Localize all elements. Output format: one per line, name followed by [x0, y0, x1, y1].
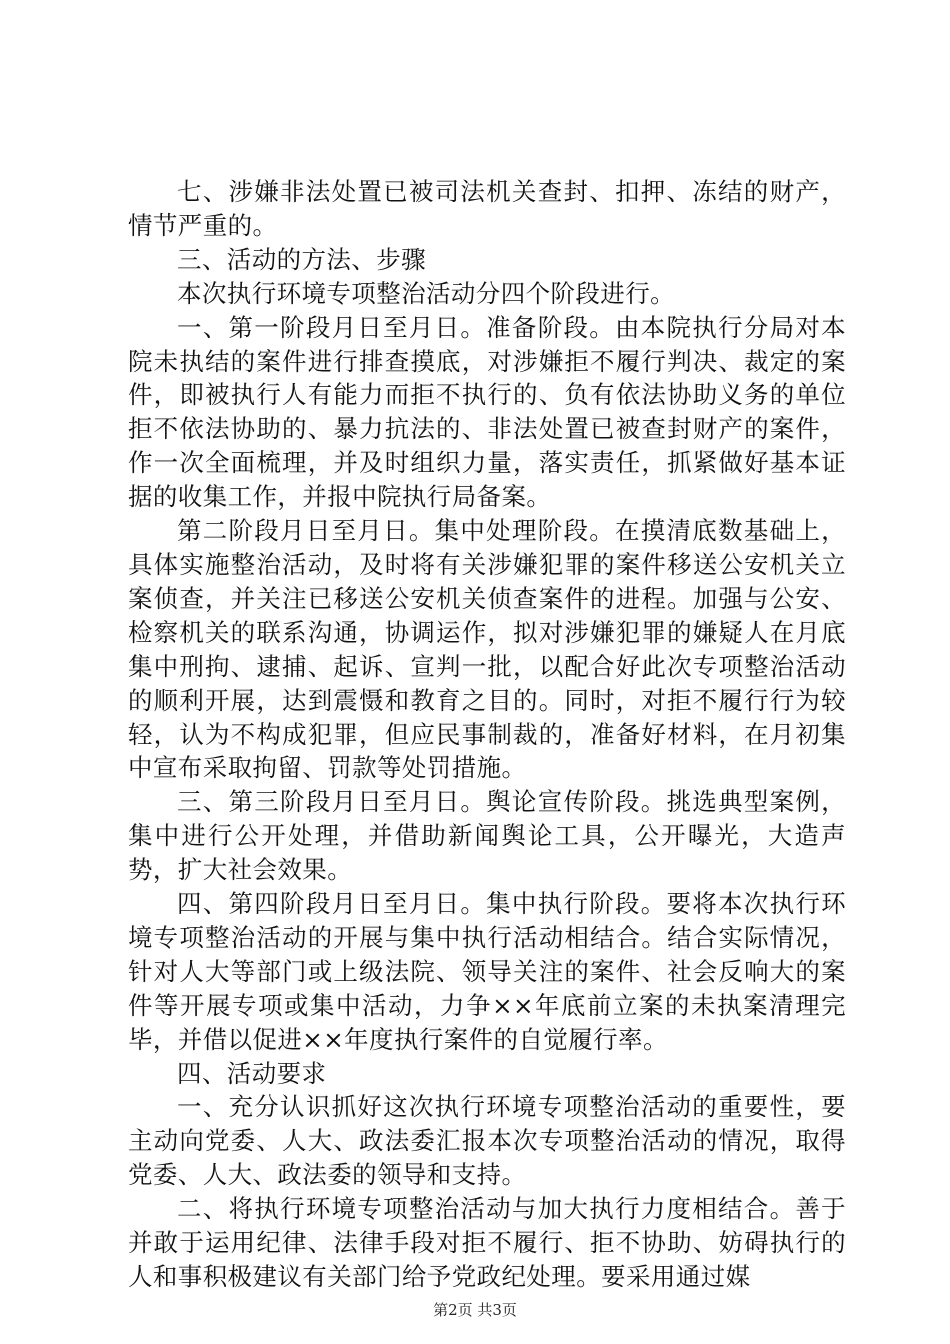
- paragraph-overview: 本次执行环境专项整治活动分四个阶段进行。: [177, 278, 675, 308]
- paragraph-stage-3: 三、第三阶段月日至月日。舆论宣传阶段。挑选典型案例，集中进行公开处理，并借助新闻舆论工具，公开曝光，大造声势，扩大社会效果。: [128, 787, 846, 885]
- paragraph-stage-2: 第二阶段月日至月日。集中处理阶段。在摸清底数基础上，具体实施整治活动，及时将有关涉嫌犯罪的案件移送公安机关立案侦查，并关注已移送公安机关侦查案件的进程。加强与公安、检察机关的联系沟通，协调运作，拟对涉嫌犯罪的嫌疑人在月底集中刑拘、逮捕、起诉、宣判一批，以配合好此次专项整治活动的顺利开展，达到震慑和教育之目的。同时，对拒不履行行为较轻，认为不构成犯罪，但应民事制裁的，准备好材料，在月初集中宣布采取拘留、罚款等处罚措施。: [128, 516, 846, 783]
- paragraph-stage-1: 一、第一阶段月日至月日。准备阶段。由本院执行分局对本院未执结的案件进行排查摸底，对涉嫌拒不履行判决、裁定的案件，即被执行人有能力而拒不执行的、负有依法协助义务的单位拒不依法协助的、暴力抗法的、非法处置已被查封财产的案件，作一次全面梳理，并及时组织力量，落实责任，抓紧做好基本证据的收集工作，并报中院执行局备案。: [128, 312, 846, 512]
- paragraph-item-7: 七、涉嫌非法处置已被司法机关查封、扣押、冻结的财产，情节严重的。: [128, 177, 846, 240]
- section-heading-requirements: 四、活动要求: [177, 1058, 327, 1088]
- document-body: [128, 175, 846, 1294]
- section-heading-methods: 三、活动的方法、步骤: [177, 244, 426, 274]
- paragraph-requirement-2: 二、将执行环境专项整治活动与加大执行力度相结合。善于并敢于运用纪律、法律手段对拒不履行、拒不协助、妨碍执行的人和事积极建议有关部门给予党政纪处理。要采用通过媒: [128, 1194, 846, 1291]
- paragraph-requirement-1: 一、充分认识抓好这次执行环境专项整治活动的重要性，要主动向党委、人大、政法委汇报本次专项整治活动的情况，取得党委、人大、政法委的领导和支持。: [128, 1092, 846, 1190]
- paragraph-stage-4: 四、第四阶段月日至月日。集中执行阶段。要将本次执行环境专项整治活动的开展与集中执行活动相结合。结合实际情况，针对人大等部门或上级法院、领导关注的案件、社会反响大的案件等开展专项或集中活动，力争××年底前立案的未执案清理完毕，并借以促进××年度执行案件的自觉履行率。: [128, 889, 846, 1054]
- page-number-footer: 第2页 共3页: [433, 1301, 517, 1319]
